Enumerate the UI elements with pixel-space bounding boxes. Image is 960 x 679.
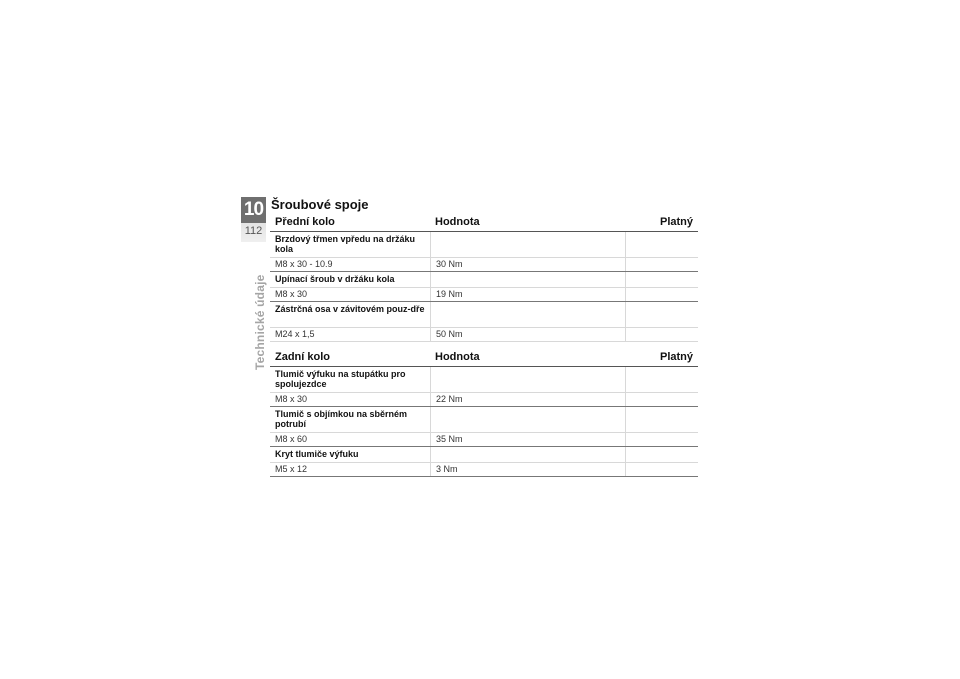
- header-value: Hodnota: [435, 216, 480, 228]
- torque-value: 3 Nm: [430, 463, 625, 476]
- torque-value: 19 Nm: [430, 288, 625, 301]
- torque-value: 30 Nm: [430, 258, 625, 271]
- table-header: [270, 348, 698, 367]
- header-valid: Platný: [659, 216, 693, 228]
- component-name: Tlumič výfuku na stupátku pro spolujezdce: [275, 369, 406, 389]
- table-row: [270, 288, 698, 302]
- torque-value: 22 Nm: [430, 393, 625, 406]
- header-component: Zadní kolo: [275, 351, 330, 363]
- torque-value: 35 Nm: [430, 433, 625, 446]
- component-name: Tlumič s objímkou na sběrném potrubí: [275, 409, 408, 429]
- table-row: [270, 302, 698, 328]
- table-row: [270, 328, 698, 342]
- table-row: [270, 433, 698, 447]
- chapter-side-label: Technické údaje: [253, 274, 267, 370]
- rear-wheel-table: [270, 348, 698, 477]
- table-row: [270, 232, 698, 258]
- table-row: [270, 258, 698, 272]
- header-component: Přední kolo: [275, 216, 335, 228]
- torque-value: 50 Nm: [430, 328, 625, 341]
- page-number: 112: [244, 225, 263, 237]
- bolt-spec: M8 x 30 - 10.9: [275, 259, 333, 269]
- chapter-tab: [241, 197, 266, 242]
- page-title: Šroubové spoje: [271, 197, 369, 212]
- component-name: Brzdový třmen vpředu na držáku kola: [275, 234, 416, 254]
- component-name: Zástrčná osa v závitovém pouz-dře: [275, 304, 425, 314]
- header-value: Hodnota: [435, 351, 480, 363]
- table-row: [270, 393, 698, 407]
- bolt-spec: M8 x 60: [275, 434, 308, 444]
- table-row: [270, 447, 698, 463]
- bolt-spec: M24 x 1,5: [275, 329, 315, 339]
- component-name: Kryt tlumiče výfuku: [275, 449, 359, 459]
- component-name: Upínací šroub v držáku kola: [275, 274, 395, 284]
- table-row: [270, 367, 698, 393]
- bolt-spec: M8 x 30: [275, 394, 308, 404]
- front-wheel-table: [270, 213, 698, 342]
- table-row: [270, 463, 698, 477]
- header-valid: Platný: [659, 351, 693, 363]
- chapter-number: 10: [241, 197, 266, 223]
- bolt-spec: M8 x 30: [275, 289, 308, 299]
- bolt-spec: M5 x 12: [275, 464, 308, 474]
- table-row: [270, 407, 698, 433]
- table-header: [270, 213, 698, 232]
- table-row: [270, 272, 698, 288]
